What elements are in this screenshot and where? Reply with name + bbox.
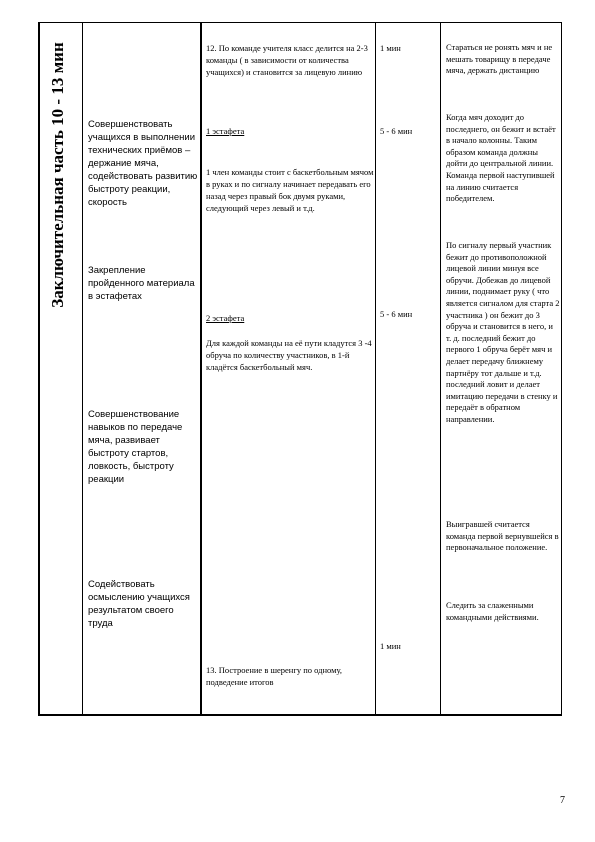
time-2: 5 - 6 мин [380, 126, 413, 136]
note-5: Следить за слаженными командными действиями. [446, 600, 539, 622]
table-border-top [38, 22, 562, 23]
note-1: Стараться не ронять мяч и не мешать товарищу в передаче мяча, держать дистанцию [446, 42, 553, 76]
relay-2-title: 2 эстафета [206, 313, 245, 323]
note-3: По сигналу первый участник бежит до противоположной лицевой линии минуя все обручи. Добежав до лицевой линии, поднимает руку ( что является сигналом для старта 2 участника ) он бежит до 3 обруча и становится в него, и т. д. последний бежит до первого 1 обруча берёт мяч и делает передачу ближнему партнёру тот дальше и т.д. последний ловит и делает имитацию передачи в стенку и передаёт в обратном направлении. [446, 240, 560, 424]
table-border-bottom [38, 714, 562, 716]
table-border-right [561, 22, 562, 716]
goal-3: Совершенствование навыков по передаче мяча, развивает быстроту стартов, ловкость, быстроту реакции [88, 409, 183, 485]
goal-1: Совершенствовать учащихся в выполнении технических приёмов – держание мяча, содействовать развитию быстроту реакции, скорость [88, 119, 198, 208]
column-divider-2 [200, 22, 202, 716]
column-divider-4 [440, 22, 441, 716]
relay-1-title: 1 эстафета [206, 126, 245, 136]
content-item-12: 12. По команде учителя класс делится на 2-3 команды ( в зависимости от количества учащихся) и становится за лицевую линию [206, 43, 368, 77]
section-label-cell [40, 30, 76, 320]
goal-4: Содействовать осмыслению учащихся результатом своего труда [88, 579, 190, 629]
column-divider-3 [375, 22, 376, 716]
column-divider-1 [82, 22, 83, 716]
time-1: 1 мин [380, 43, 401, 53]
time-3: 5 - 6 мин [380, 309, 413, 319]
note-2: Когда мяч доходит до последнего, он бежит и встаёт в начало колонны. Таким образом команда должны дойти до центральной линии. Команда первой наступившей на линию считается победителем. [446, 112, 556, 204]
note-4: Выигравшей считается команда первой вернувшейся в первоначальное положение. [446, 519, 559, 553]
relay-2-text: Для каждой команды на её пути кладутся 3 -4 обруча по количеству участников, в 1-й кладётся баскетбольный мяч. [206, 338, 372, 372]
goal-2: Закрепление пройденного материала в эстафетах [88, 265, 195, 302]
page-number: 7 [560, 795, 565, 806]
content-item-13: 13. Построение в шеренгу по одному, подведение итогов [206, 665, 342, 687]
relay-1-text: 1 член команды стоит с баскетбольным мячом в руках и по сигналу начинает передавать его назад через правый бок двумя руками, следующий через левый и т.д. [206, 167, 374, 213]
section-label: Заключительная часть 10 - 13 мин [48, 42, 68, 308]
time-4: 1 мин [380, 641, 401, 651]
